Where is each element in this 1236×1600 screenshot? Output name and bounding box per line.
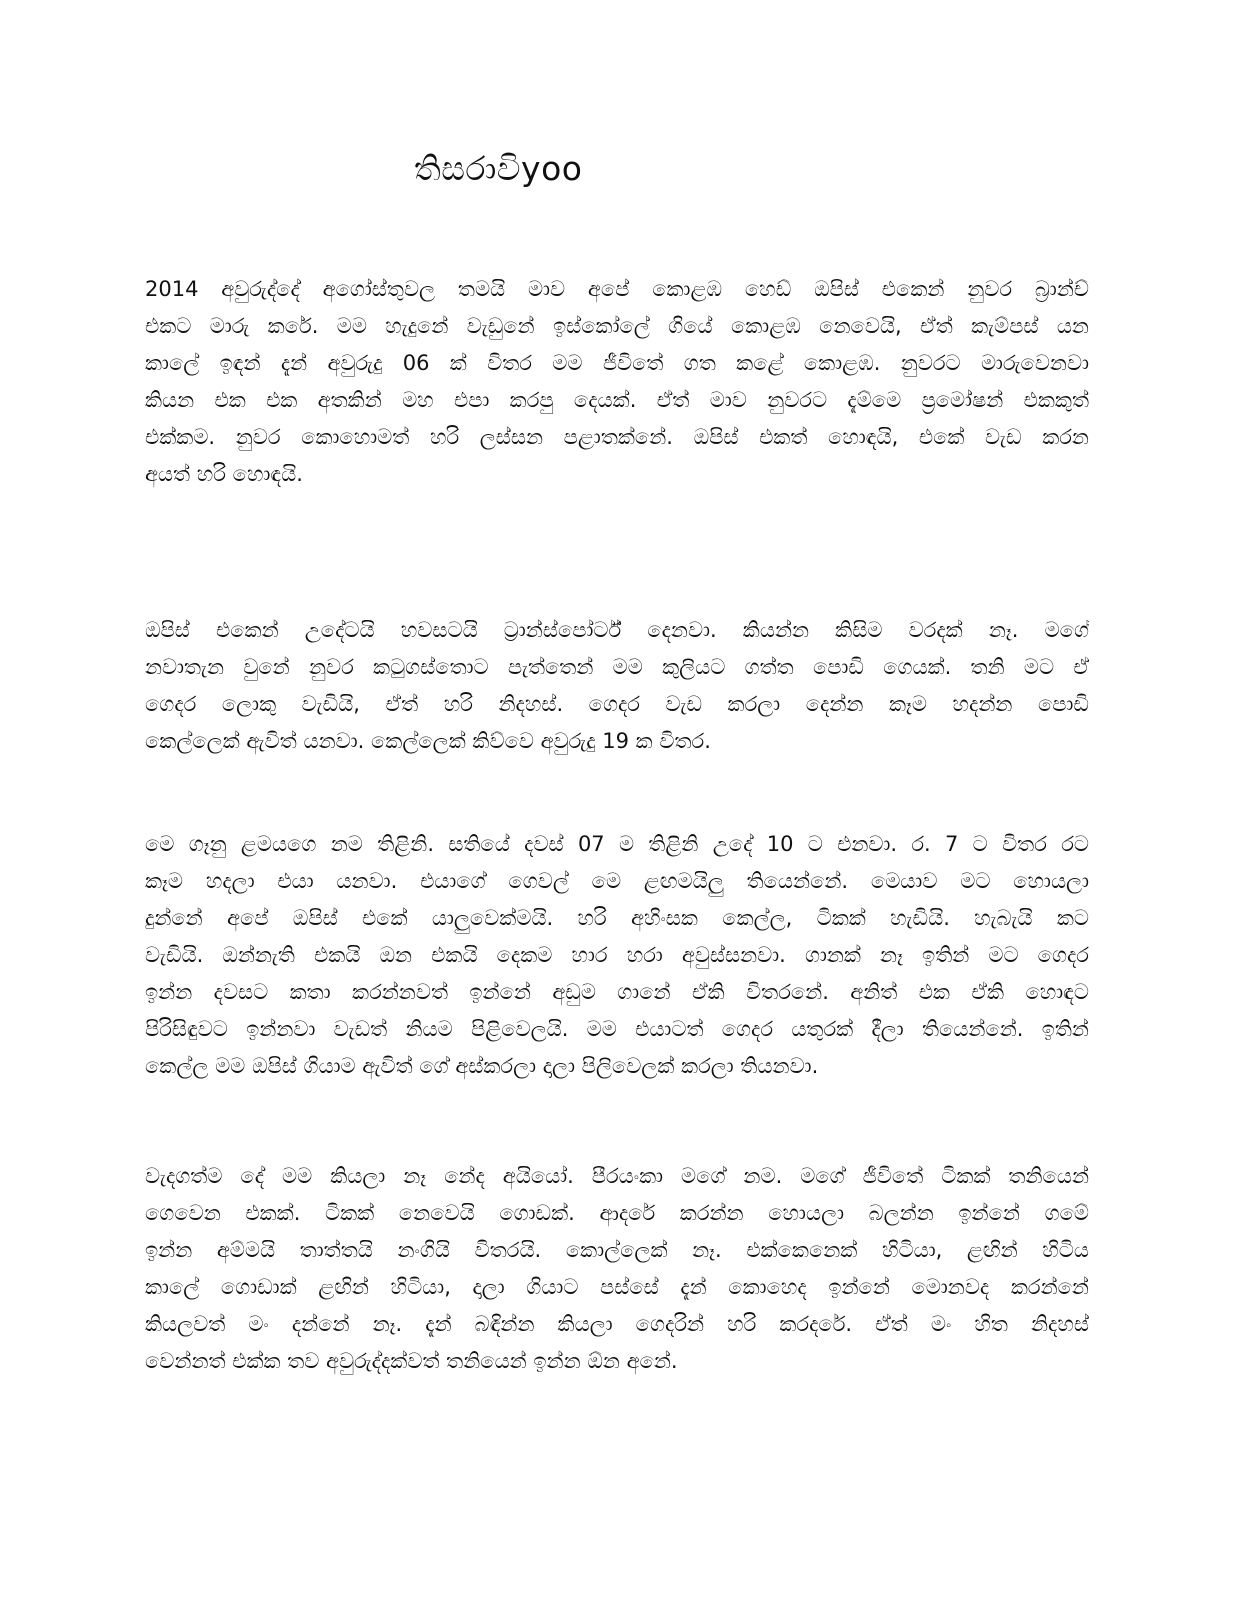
paragraph-line: වෙන්නත් එක්ක තව අවුරුද්දක්වත් තනියෙන් ඉන්න ඕන අනේ. bbox=[145, 1349, 678, 1373]
paragraph-line: ගෙවෙන එකක්. ටිකක් නෙවෙයි ගොඩක්. ආදරේ කරන්න හොයලා බලන්න ඉන්නේ ගමේ bbox=[145, 1201, 1089, 1225]
paragraph-1 bbox=[145, 271, 1089, 493]
paragraph-line: කෙල්ල මම ඔපිස් ගියාම ඇවිත් ගේ අස්කරලා දාලා පිලිවෙලක් කරලා තියනවා. bbox=[145, 1054, 819, 1078]
paragraph-2 bbox=[145, 612, 1089, 760]
paragraph-line: කාලේ ඉඳන් දැන් අවුරුදු 06 ක් විතර මම ජීවිතේ ගත කළේ කොළඹ. නුවරට මාරුවෙනවා bbox=[145, 351, 1089, 375]
paragraph-line: මෙ ගෑනු ළමයගෙ නම තිළිනි. සතියේ දවස් 07 ම තිළිනි උදේ 10 ට එනවා. ර. 7 ට විතර රට bbox=[145, 832, 1089, 856]
paragraph-line: පිරිසිඳුවට ඉන්නවා වැඩත් නියම පිළිවෙලයි. මම එයාටත් ගෙදර යතුරක් දීලා තියෙන්නේ. ඉතින් bbox=[145, 1017, 1089, 1041]
paragraph-line: කෑම හදලා එයා යනවා. එයාගේ ගෙවල් මෙ ළඟමයිලු තියෙන්නේ. මෙයාව මට හොයලා bbox=[145, 869, 1089, 893]
paragraph-line: කාලේ ගොඩාක් ළඟින් හිටියා, දාලා ගියාට පස්සේ දැන් කොහෙද ඉන්නේ මොනවද කරන්නේ bbox=[145, 1275, 1089, 1299]
paragraph-4 bbox=[145, 1158, 1089, 1380]
paragraph-line: නවාතැන වුනේ නුවර කටුගස්තොට පැත්තෙන් මම කුලියට ගත්ත පොඩි ගෙයක්. තනි මට ඒ bbox=[145, 655, 1089, 679]
paragraph-line: වැදගත්ම දේ මම කියලා නෑ නේද අයියෝ. පීරයංකා මගේ නම. මගේ ජීවිතේ ටිකක් තනියෙන් bbox=[145, 1164, 1089, 1188]
paragraph-line: ඉන්න අම්මයි තාත්තයි නංගියි විතරයි. කොල්ලෙක් නෑ. එක්කෙනෙක් හිටියා, ළඟින් හිටිය bbox=[145, 1238, 1089, 1262]
paragraph-line: එකට මාරු කරේ. මම හැදුනේ වැඩුනේ ඉස්කෝලේ ගියේ කොළඹ නෙවෙයි, ඒත් කැම්පස් යන bbox=[145, 314, 1089, 338]
paragraph-line: එක්කම. නුවර කොහොමත් හරි ලස්සන පළාතක්නේ. ඔපිස් එකත් හොඳයි, එකේ වැඩ කරන bbox=[145, 425, 1089, 449]
paragraph-line: දුන්නේ අපේ ඔපිස් එකේ යාලුවෙක්මයි. හරි අහිංසක කෙල්ල, ටිකක් හැඩියි. හැබැයි කට bbox=[145, 906, 1089, 930]
paragraph-3 bbox=[145, 826, 1089, 1085]
paragraph-line: අයත් හරි හොඳයි. bbox=[145, 462, 303, 486]
paragraph-line: කියලවත් මං දන්නේ නෑ. දැන් බඳින්න කියලා ගෙදරින් හරි කරදරේ. ඒත් මං හිත නිදහස් bbox=[145, 1312, 1089, 1336]
paragraph-line: 2014 අවුරුද්දේ අගෝස්තුවල තමයි මාව අපේ කොළඹ හෙඩ් ඔපිස් එකෙන් නුවර බ්‍රාන්ච් bbox=[145, 277, 1089, 301]
document-title: තිසරාවිyoo bbox=[414, 149, 583, 188]
paragraph-line: වැඩියි. ඔන්නැති එකයි ඔන එකයි දෙකම හාර හරා අවුස්සනවා. ගානක් නෑ ඉතින් මට ගෙදර bbox=[145, 943, 1089, 967]
paragraph-line: කෙල්ලෙක් ඇවිත් යනවා. කෙල්ලෙක් කිව්වෙ අවුරුදු 19 ක විතර. bbox=[145, 729, 711, 753]
paragraph-line: ඉන්න දවසට කතා කරන්නවත් ඉන්නේ අඩුම ගානේ ඒකි විතරනේ. අනිත් එක ඒකි හොඳට bbox=[145, 980, 1089, 1004]
paragraph-line: ඔපිස් එකෙන් උදේටයි හවසටයි ට්‍රාන්ස්පෝර්ට් දෙනවා. කියන්න කිසිම වරදක් නෑ. මගේ bbox=[145, 618, 1089, 642]
paragraph-line: කියන එක එක අතකින් මහ එපා කරපු දෙයක්. ඒත් මාව නුවරට දැම්මෙ ප්‍රමෝෂන් එකකුත් bbox=[145, 388, 1089, 412]
paragraph-line: ගෙදර ලොකු වැඩියි, ඒත් හරි නිදහස්. ගෙදර වැඩ කරලා දෙන්න කෑම හදන්න පොඩි bbox=[145, 692, 1089, 716]
